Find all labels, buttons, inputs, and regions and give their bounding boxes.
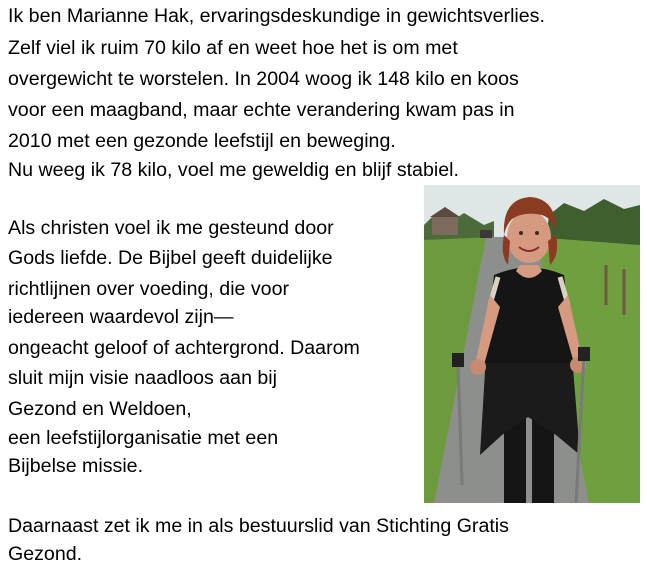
faith-line-5: ongeacht geloof of achtergrond. Daarom bbox=[8, 337, 360, 359]
intro-line-2: Zelf viel ik ruim 70 kilo af en weet hoe het is om met bbox=[8, 37, 458, 59]
intro-line-3: overgewicht te worstelen. In 2004 woog ik 148 kilo en koos bbox=[8, 68, 519, 90]
board-line-1: Daarnaast zet ik me in als bestuurslid van Stichting Gratis bbox=[8, 515, 509, 537]
faith-line-3: richtlijnen over voeding, die voor bbox=[8, 278, 289, 300]
intro-line-4: voor een maagband, maar echte verandering kwam pas in bbox=[8, 99, 515, 121]
faith-line-2: Gods liefde. De Bijbel geeft duidelijke bbox=[8, 247, 333, 269]
board-line-2: Gezond. bbox=[8, 543, 83, 565]
faith-line-1: Als christen voel ik me gesteund door bbox=[8, 217, 334, 239]
faith-line-4: iedereen waardevol zijn— bbox=[8, 306, 234, 328]
faith-line-7: Gezond en Weldoen, bbox=[8, 398, 192, 420]
woman-nordic-walking-photo bbox=[424, 185, 640, 503]
faith-line-9: Bijbelse missie. bbox=[8, 455, 144, 477]
intro-line-5: 2010 met een gezonde leefstijl en beweging. bbox=[8, 130, 396, 152]
faith-line-6: sluit mijn visie naadloos aan bij bbox=[8, 367, 278, 389]
faith-line-8: een leefstijlorganisatie met een bbox=[8, 427, 279, 449]
intro-line-6: Nu weeg ik 78 kilo, voel me geweldig en blijf stabiel. bbox=[8, 159, 459, 181]
intro-line-1: Ik ben Marianne Hak, ervaringsdeskundige in gewichtsverlies. bbox=[8, 5, 545, 27]
